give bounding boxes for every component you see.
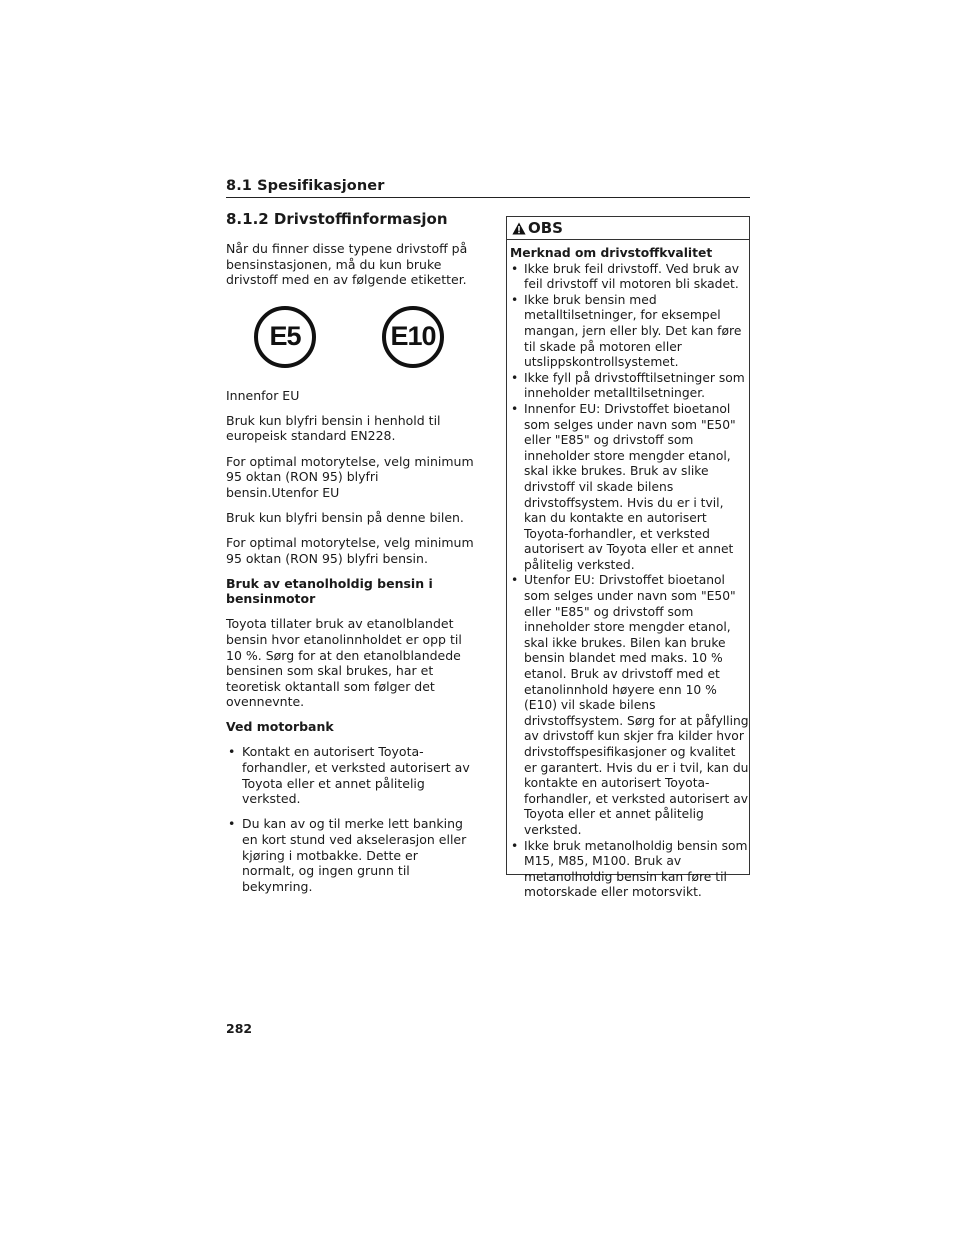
obs-list [510,262,749,901]
ethanol-paragraph: Toyota tillater bruk av etanolblandet bensin hvor etanolinnholdet er opp til 10 %. Sørg for at den etanolblandede bensinen som skal brukes, har et teoretisk oktantall som følger det ovennevnte. [226,616,462,710]
intro-paragraph: Når du finner disse typene drivstoff på bensinstasjonen, må du kun bruke drivstoff med en av følgende etiketter. [226,241,468,288]
main-column [226,209,474,904]
obs-notice-box [506,216,750,900]
list-item: • Innenfor EU: Drivstoffet bioetanol som selges under navn som "E50" eller "E85" og drivstoff som inneholder store mengder etanol, skal ikke brukes. Bruk av slike drivstoff vil skade bilens drivstoffsystem. Hvis du er i tvil, kan du kontakte en autorisert Toyota-forhandler, et verksted autorisert av Toyota eller et annet pålitelig verksted. [510,402,749,574]
section-header: 8.1 Spesifikasjoner [226,178,750,198]
list-item: • Ikke bruk metanolholdig bensin som M15, M85, M100. Bruk av metanolholdig bensin kan føre til motorskade eller motorsvikt. [510,839,749,901]
list-item: • Du kan av og til merke lett banking en kort stund ved akselerasjon eller kjøring i motbakke. Dette er normalt, og ingen grunn til bekymring. [226,816,474,894]
fuel-label-e10: E10 [382,306,444,368]
list-item: • Utenfor EU: Drivstoffet bioetanol som selges under navn som "E50" eller "E85" og drivstoff som inneholder store mengder etanol, skal ikke brukes. Bilen kan bruke bensin blandet med maks. 10 % etanol. Bruk av drivstoff med et etanolinnhold høyere enn 10 % (E10) vil skade bilens drivstoffsystem. Sørg for at påfylling av drivstoff kun skjer fra kilder hvor drivstoffspesifikasjoner og kvalitet er garantert. Hvis du er i tvil, kan du kontakte en autorisert Toyota-forhandler, et verksted autorisert av Toyota eller et annet pålitelig verksted. [510,573,749,838]
obs-title: Merknad om drivstoffkvalitet [510,246,713,260]
list-item: • Ikke bruk bensin med metalltilsetninger, for eksempel mangan, jern eller bly. Det kan føre til skade på motoren eller utslippskontrollsystemet. [510,293,749,371]
paragraph-octane-eu: For optimal motorytelse, velg minimum 95 oktan (RON 95) blyfri bensin.Utenfor EU [226,453,474,500]
ethanol-heading: Bruk av etanolholdig bensin i bensinmotor [226,575,433,607]
paragraph-eu: Innenfor EU [226,387,300,403]
knock-list [226,744,474,894]
knock-heading: Ved motorbank [226,719,334,735]
list-item: • Ikke bruk feil drivstoff. Ved bruk av feil drivstoff vil motoren bli skadet. [510,262,749,293]
obs-label: OBS [528,219,563,237]
warning-icon [512,222,526,235]
paragraph-standard: Bruk kun blyfri bensin i henhold til europeisk standard EN228. [226,412,441,444]
fuel-labels [254,306,444,368]
obs-header [507,217,749,240]
page-title: 8.1.2 Drivstoffinformasjon [226,210,448,228]
paragraph-unleaded: Bruk kun blyfri bensin på denne bilen. [226,509,464,525]
list-item: • Kontakt en autorisert Toyota-forhandler, et verksted autorisert av Toyota eller et annet pålitelig verksted. [226,744,474,806]
obs-body [507,240,749,901]
list-item: • Ikke fyll på drivstofftilsetninger som inneholder metalltilsetninger. [510,371,749,402]
paragraph-octane: For optimal motorytelse, velg minimum 95 oktan (RON 95) blyfri bensin. [226,534,474,566]
page-number: 282 [226,1021,253,1036]
fuel-label-e5: E5 [254,306,316,368]
